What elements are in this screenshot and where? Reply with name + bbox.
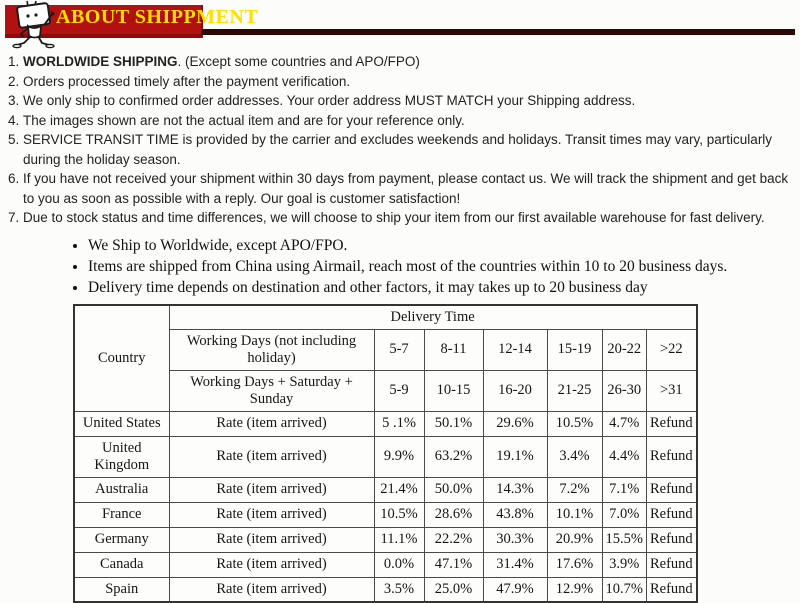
rate-cell: 11.1% <box>374 527 424 552</box>
rate-label-cell: Rate (item arrived) <box>169 477 374 502</box>
rate-cell: 47.1% <box>424 552 483 577</box>
rate-cell: 14.3% <box>483 477 547 502</box>
rate-cell: 10.5% <box>374 502 424 527</box>
rate-label-cell: Rate (item arrived) <box>169 411 374 436</box>
country-header-cell: Country <box>74 305 169 412</box>
policy-text: SERVICE TRANSIT TIME is provided by the carrier and excludes weekends and holidays. Transit times may vary, particularly during the holiday season. <box>23 132 772 167</box>
country-cell: Australia <box>74 477 169 502</box>
table-row-germany <box>74 527 697 552</box>
page-header <box>0 0 800 46</box>
rate-cell: 10.5% <box>547 411 602 436</box>
rate-label-cell: Rate (item arrived) <box>169 436 374 477</box>
country-cell: France <box>74 502 169 527</box>
policy-item-3 <box>8 91 794 111</box>
policy-number: 2. <box>8 72 19 92</box>
rate-cell: 50.0% <box>424 477 483 502</box>
table-row-united-states <box>74 411 697 436</box>
rate-cell: 3.5% <box>374 577 424 602</box>
delivery-time-header-cell: Delivery Time <box>169 305 697 330</box>
table-row-australia <box>74 477 697 502</box>
table-row-spain <box>74 577 697 602</box>
policy-text: If you have not received your shipment within 30 days from payment, please contact us. We will track the shipment and get back to you as soon as possible with a reply. Our goal is customer satisfaction! <box>23 171 788 206</box>
policy-bold-text: WORLDWIDE SHIPPING <box>23 54 178 69</box>
policy-text: Due to stock status and time differences, we will choose to ship your item from our first available warehouse for fast delivery. <box>23 210 765 225</box>
days-range-cell: 21-25 <box>547 370 602 411</box>
policy-item-7 <box>8 208 794 228</box>
rate-label-cell: Rate (item arrived) <box>169 577 374 602</box>
rate-cell: 50.1% <box>424 411 483 436</box>
refund-cell: Refund <box>646 577 696 602</box>
days-range-cell: 8-11 <box>424 329 483 370</box>
rate-cell: 29.6% <box>483 411 547 436</box>
policy-number: 6. <box>8 169 19 189</box>
rate-cell: 43.8% <box>483 502 547 527</box>
rate-cell: 10.7% <box>602 577 646 602</box>
country-cell: Spain <box>74 577 169 602</box>
shipping-notes-list <box>88 236 800 298</box>
rate-cell: 4.7% <box>602 411 646 436</box>
days-range-cell: 12-14 <box>483 329 547 370</box>
rate-cell: 31.4% <box>483 552 547 577</box>
policy-text: We only ship to confirmed order addresses. Your order address MUST MATCH your Shipping address. <box>23 93 635 108</box>
policy-item-4 <box>8 111 794 131</box>
table-row-canada <box>74 552 697 577</box>
rate-label-cell: Rate (item arrived) <box>169 527 374 552</box>
shipping-note: • Delivery time depends on destination and other factors, it may takes up to 20 business day <box>88 278 800 298</box>
policy-text: The images shown are not the actual item and are for your reference only. <box>23 113 465 128</box>
policy-text: Orders processed timely after the payment verification. <box>23 74 350 89</box>
rate-cell: 7.0% <box>602 502 646 527</box>
rate-cell: 9.9% <box>374 436 424 477</box>
rate-cell: 10.1% <box>547 502 602 527</box>
table-row-united-kingdom <box>74 436 697 477</box>
policy-item-2 <box>8 72 794 92</box>
rate-cell: 30.3% <box>483 527 547 552</box>
rate-cell: 3.9% <box>602 552 646 577</box>
shipping-note: • Items are shipped from China using Airmail, reach most of the countries within 10 to 20 business days. <box>88 257 800 277</box>
header-divider-line <box>201 29 795 35</box>
days-range-cell: 5-7 <box>374 329 424 370</box>
working-days-label-cell: Working Days (not including holiday) <box>169 329 374 370</box>
country-cell: Germany <box>74 527 169 552</box>
rate-cell: 7.2% <box>547 477 602 502</box>
shipping-note: • We Ship to Worldwide, except APO/FPO. <box>88 236 800 256</box>
country-cell: United Kingdom <box>74 436 169 477</box>
rate-cell: 22.2% <box>424 527 483 552</box>
rate-label-cell: Rate (item arrived) <box>169 552 374 577</box>
rate-cell: 47.9% <box>483 577 547 602</box>
days-range-cell: 16-20 <box>483 370 547 411</box>
days-range-cell: >22 <box>646 329 696 370</box>
refund-cell: Refund <box>646 552 696 577</box>
rate-cell: 0.0% <box>374 552 424 577</box>
rate-cell: 17.6% <box>547 552 602 577</box>
rate-cell: 25.0% <box>424 577 483 602</box>
table-header-row <box>74 305 697 330</box>
rate-cell: 21.4% <box>374 477 424 502</box>
refund-cell: Refund <box>646 436 696 477</box>
rate-cell: 19.1% <box>483 436 547 477</box>
policy-number: 7. <box>8 208 19 228</box>
days-range-cell: 10-15 <box>424 370 483 411</box>
rate-cell: 3.4% <box>547 436 602 477</box>
delivery-time-table <box>73 304 698 603</box>
rate-cell: 5 .1% <box>374 411 424 436</box>
policy-item-6 <box>8 169 794 208</box>
policy-item-5 <box>8 130 794 169</box>
country-cell: Canada <box>74 552 169 577</box>
rate-label-cell: Rate (item arrived) <box>169 502 374 527</box>
days-range-cell: 26-30 <box>602 370 646 411</box>
page-title: ABOUT SHIPPMENT <box>56 6 258 29</box>
policy-list <box>8 52 794 228</box>
rate-cell: 28.6% <box>424 502 483 527</box>
rate-cell: 7.1% <box>602 477 646 502</box>
policy-number: 4. <box>8 111 19 131</box>
country-cell: United States <box>74 411 169 436</box>
days-range-cell: 5-9 <box>374 370 424 411</box>
days-range-cell: 20-22 <box>602 329 646 370</box>
working-days-weekend-label-cell: Working Days + Saturday + Sunday <box>169 370 374 411</box>
table-row-france <box>74 502 697 527</box>
refund-cell: Refund <box>646 411 696 436</box>
rate-cell: 63.2% <box>424 436 483 477</box>
refund-cell: Refund <box>646 527 696 552</box>
rate-cell: 12.9% <box>547 577 602 602</box>
policy-number: 3. <box>8 91 19 111</box>
days-range-cell: 15-19 <box>547 329 602 370</box>
refund-cell: Refund <box>646 477 696 502</box>
policy-number: 1. <box>8 52 19 72</box>
policy-number: 5. <box>8 130 19 150</box>
rate-cell: 15.5% <box>602 527 646 552</box>
refund-cell: Refund <box>646 502 696 527</box>
policy-text: . (Except some countries and APO/FPO) <box>178 54 420 69</box>
rate-cell: 20.9% <box>547 527 602 552</box>
rate-cell: 4.4% <box>602 436 646 477</box>
policy-item-1 <box>8 52 794 72</box>
days-range-cell: >31 <box>646 370 696 411</box>
